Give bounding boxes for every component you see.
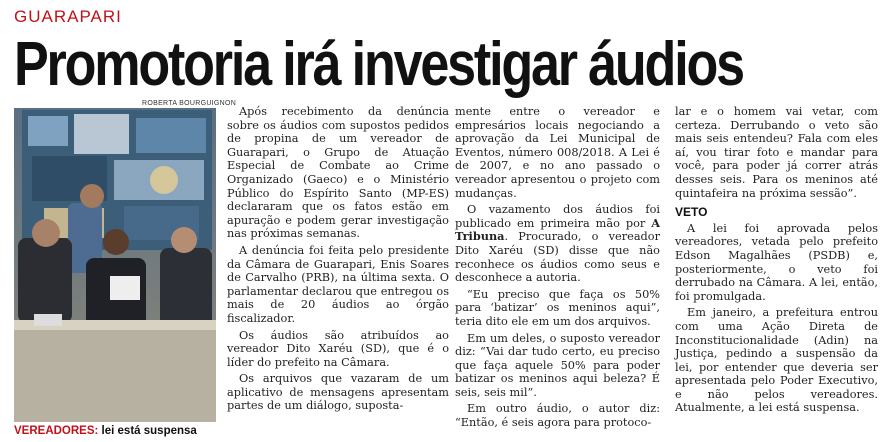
paragraph: “Eu preciso que faça os 50% para ‘batizar’ os meninos aqui”, teria dito ele em um dos arquivos. — [455, 287, 660, 328]
subheading: VETO — [675, 205, 708, 220]
paragraph-text: . Procurado, o vereador Dito Xaréu (SD) disse que não reconhece os áudios como seus e desconhece a autoria. — [455, 230, 660, 285]
paragraph: lar e o homem vai vetar, com certeza. Derrubando o veto são mais seis entendeu? Fala com eles aí, vou tirar foto e mandar para você, para poder já correr atrás desses seis. Para os meninos até quintafeira na próxima sessão”. — [675, 105, 878, 200]
photo-caption — [14, 425, 224, 437]
paragraph: Os áudios são atribuídos ao vereador Dito Xaréu (SD), que é o líder do prefeito na Câmara. — [227, 328, 449, 369]
article-column-3 — [675, 105, 878, 418]
paragraph: Os arquivos que vazaram de um aplicativo de mensagens apresentam partes de um diálogo, suposta- — [227, 372, 449, 413]
newspaper-name: A Tribuna — [455, 215, 660, 244]
paragraph: Em um deles, o suposto vereador diz: “Vai dar tudo certo, eu preciso que faça aquele 50% para poder batizar os meninos aqui beleza? É seis, seis mil”. — [455, 331, 660, 399]
paragraph: Após recebimento da denúncia sobre os áudios com supostos pedidos de propina de um vereador de Guarapari, o Grupo de Atuação Especial de Combate ao Crime Organizado (Gaeco) e o Ministério Público do Espírito Santo (MP-ES) declararam que os fatos estão em apuração e podem gerar investigação nas próximas semanas. — [227, 105, 449, 241]
article-photo — [14, 108, 216, 422]
council-meeting-photo — [14, 108, 216, 422]
caption-key: VEREADORES: — [14, 425, 99, 437]
section-kicker: GUARAPARI — [14, 7, 122, 26]
headline: Promotoria irá investigar áudios — [14, 30, 743, 99]
paragraph: A denúncia foi feita pelo presidente da Câmara de Guarapari, Enis Soares de Carvalho (PRB), na última sexta. O parlamentar declarou que entregou os mais de 20 áudios ao órgão fiscalizador. — [227, 243, 449, 325]
paragraph: mente entre o vereador e empresários locais negociando a aprovação da Lei Municipal de Eventos, número 008/2018. A Lei é de 2007, e no ano passado o vereador apresentou o projeto com mudanças. — [455, 105, 660, 200]
paragraph — [455, 203, 660, 285]
paragraph-text: O vazamento dos áudios foi publicado em primeira mão por — [455, 203, 660, 230]
photo-credit: ROBERTA BOURGUIGNON — [142, 100, 237, 107]
paragraph: A lei foi aprovada pelos vereadores, vetada pelo prefeito Edson Magalhães (PSDB) e, posteriormente, o veto foi derrubado na Câmara. A lei, então, foi promulgada. — [675, 221, 878, 303]
article-column-2 — [455, 105, 660, 433]
article-column-1 — [227, 105, 449, 416]
paragraph: Em janeiro, a prefeitura entrou com uma Ação Direta de Inconstitucionalidade (Adin) na Justiça, pedindo a suspensão da lei, por entender que deveria ser apresentada pelo Poder Executivo, e não pelos vereadores. Atualmente, a lei está suspensa. — [675, 306, 878, 415]
caption-text: lei está suspensa — [98, 425, 197, 437]
paragraph: Em outro áudio, o autor diz: “Então, é seis agora para protoco- — [455, 402, 660, 430]
